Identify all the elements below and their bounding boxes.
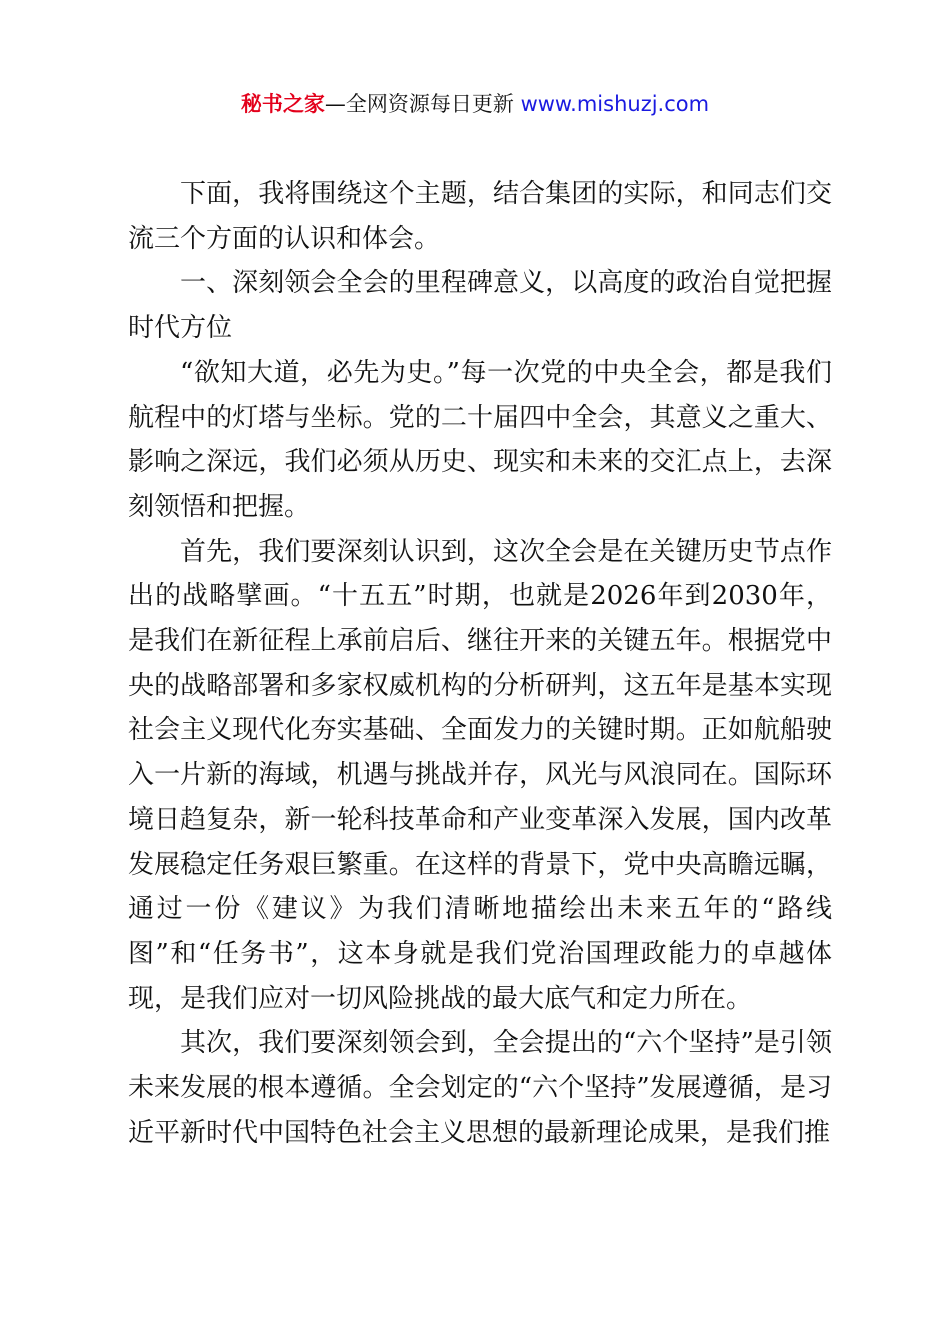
paragraph-second-point: 其次，我们要深刻领会到，全会提出的“六个坚持”是引领未来发展的根本遵循。全会划定的“六个坚持”发展遵循，是习近平新时代中国特色社会主义思想的最新理论成果，是我们推 [128,1028,832,1148]
paragraph-first-point: 首先，我们要深刻认识到，这次全会是在关键历史节点作出的战略擘画。“十五五”时期，也就是2026年到2030年，是我们在新征程上承前启后、继往开来的关键五年。根据党中央的战略部署和多家权威机构的分析研判，这五年是基本实现社会主义现代化夯实基础、全面发力的关键时期。正如航船驶入一片新的海域，机遇与挑战并存，风光与风浪同在。国际环境日趋复杂，新一轮科技革命和产业变革深入发展，国内改革发展稳定任务艰巨繁重。在这样的背景下，党中央高瞻远瞩，通过一份《建议》为我们清晰地描绘出未来五年的“路线图”和“任务书”，这本身就是我们党治国理政能力的卓越体现，是我们应对一切风险挑战的最大底气和定力所在。 [128,536,832,1014]
header-tagline: —全网资源每日更新 [324,92,521,116]
website-link[interactable]: www.mishuzj.com [520,92,710,116]
brand-name: 秘书之家 [240,92,325,116]
page-header [0,86,950,122]
paragraph-history: “欲知大道，必先为史。”每一次党的中央全会，都是我们航程中的灯塔与坐标。党的二十届四中全会，其意义之重大、影响之深远，我们必须从历史、现实和未来的交汇点上，去深刻领悟和把握。 [128,357,832,522]
document-body [128,172,832,1155]
paragraph-intro: 下面，我将围绕这个主题，结合集团的实际，和同志们交流三个方面的认识和体会。 [128,179,832,254]
section-heading: 一、深刻领会全会的里程碑意义，以高度的政治自觉把握时代方位 [128,268,832,344]
